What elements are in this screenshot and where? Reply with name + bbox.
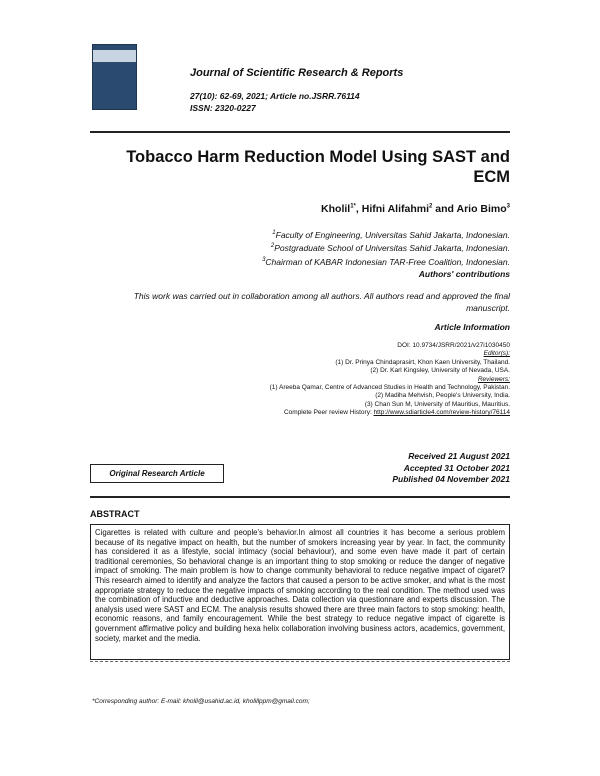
affiliation-3	[262, 255, 510, 268]
article-info-block	[270, 342, 510, 418]
cover-band	[93, 50, 136, 62]
dates-block	[392, 451, 510, 486]
reviewer-1: (1) Areeba Qamar, Centre of Advanced Studies in Health and Technology, Pakistan.	[269, 384, 510, 392]
volume-line: 27(10): 62-69, 2021; Article no.JSRR.76114	[190, 91, 360, 101]
affiliation-1	[262, 228, 510, 241]
contributions-heading: Authors' contributions	[418, 269, 510, 279]
review-history-label: Complete Peer review History:	[283, 409, 374, 417]
abstract-heading: ABSTRACT	[90, 509, 140, 519]
journal-cover-thumbnail	[92, 44, 137, 110]
affiliations	[262, 228, 510, 268]
published-date: Published 04 November 2021	[392, 474, 510, 484]
reviewer-3: (3) Chan Sun M, University of Mauritius, Mauritius.	[364, 400, 510, 408]
article-type-badge: Original Research Article	[90, 464, 224, 483]
issn-line: ISSN: 2320-0227	[190, 103, 256, 113]
paper-title: Tobacco Harm Reduction Model Using SAST and ECM	[126, 148, 510, 186]
affiliation-2	[262, 241, 510, 254]
author-1-sup: 1*	[350, 203, 356, 210]
editor-2: (2) Dr. Karl Kingsley, University of Nevada, USA.	[370, 367, 510, 375]
review-history	[270, 409, 510, 417]
author-sep-1: ,	[355, 203, 362, 215]
journal-meta	[190, 90, 360, 114]
contributions-text: This work was carried out in collaboration among all authors. All authors read and approved the final manuscript.	[133, 291, 510, 313]
doi[interactable]: DOI: 10.9734/JSRR/2021/v27i1030450	[397, 342, 510, 349]
affiliation-2-sup: 2	[270, 243, 275, 250]
article-info-heading: Article Information	[434, 322, 510, 332]
affiliation-3-sup: 3	[262, 256, 266, 263]
received-date: Received 21 August 2021	[408, 451, 510, 461]
author-2-sup: 2	[429, 203, 433, 210]
affiliation-1-text: Faculty of Engineering, Universitas Sahid Jakarta, Indonesian.	[275, 229, 510, 240]
editors-label: Editor(s):	[483, 350, 510, 358]
reviewer-2: (2) Madiha Mehvish, People's University, India.	[375, 392, 510, 400]
reviewers-label: Reviewers:	[477, 375, 510, 383]
author-3: Ario Bimo	[456, 203, 507, 215]
author-list	[321, 203, 510, 215]
editor-1: (1) Dr. Prinya Chindaprasirt, Khon Kaen University, Thailand.	[335, 358, 510, 366]
affiliation-3-text: Chairman of KABAR Indonesian TAR-Free Coalition, Indonesian.	[265, 256, 510, 267]
author-3-sup: 3	[506, 203, 510, 210]
footnote-separator	[90, 661, 510, 662]
abstract-text: Cigarettes is related with culture and people's behavior.In almost all countries it has become a serious problem because of its negative impact on health, but the number of smokers increasing year by year. In fact, the community has considered it as a lifestyle, social intimacy (social behaviour), and some even have made it part of certain traditional ceremonies, So behavioral change is an important thing to stop smoking or reduce the danger of negative impact of smoking. The main problem is how to change community behavioral to reduce negative impact of cigaret? This research aimed to identify and analyze the factors that caused a person to be active smoker, and what is the most appropriate strategy to reduce the negative impacts of smoking according to the real condition. The method used was the combination of inductive and deductive approaches. Data collection via questionnare and experts discussion. The analysis used were SAST and ECM. The analysis results showed there are three main factors to stop smoking: health, economic reasons, and family encouragement. While the best strategy to reduce negative impact of cigarette is government affirmative policy and building hexa helix collaboration involving business actors, academics, government, society, market and the media.	[90, 524, 510, 660]
affiliation-1-sup: 1	[272, 230, 276, 236]
accepted-date: Accepted 31 October 2021	[403, 462, 510, 473]
corresponding-author-footnote: *Corresponding author: E-mail: kholil@usahid.ac.id, kholillppm@gmail.com;	[92, 698, 310, 705]
author-sep-2: and	[432, 203, 457, 215]
author-1: Kholil	[321, 203, 351, 215]
author-2: Hifni Alifahmi	[361, 203, 430, 215]
affiliation-2-text: Postgraduate School of Universitas Sahid Jakarta, Indonesian.	[274, 243, 510, 254]
journal-name: Journal of Scientific Research & Reports	[190, 67, 404, 79]
review-history-link[interactable]: http://www.sdiarticle4.com/review-history/76114	[373, 409, 510, 417]
section-rule	[90, 496, 510, 498]
header-rule	[90, 131, 510, 133]
